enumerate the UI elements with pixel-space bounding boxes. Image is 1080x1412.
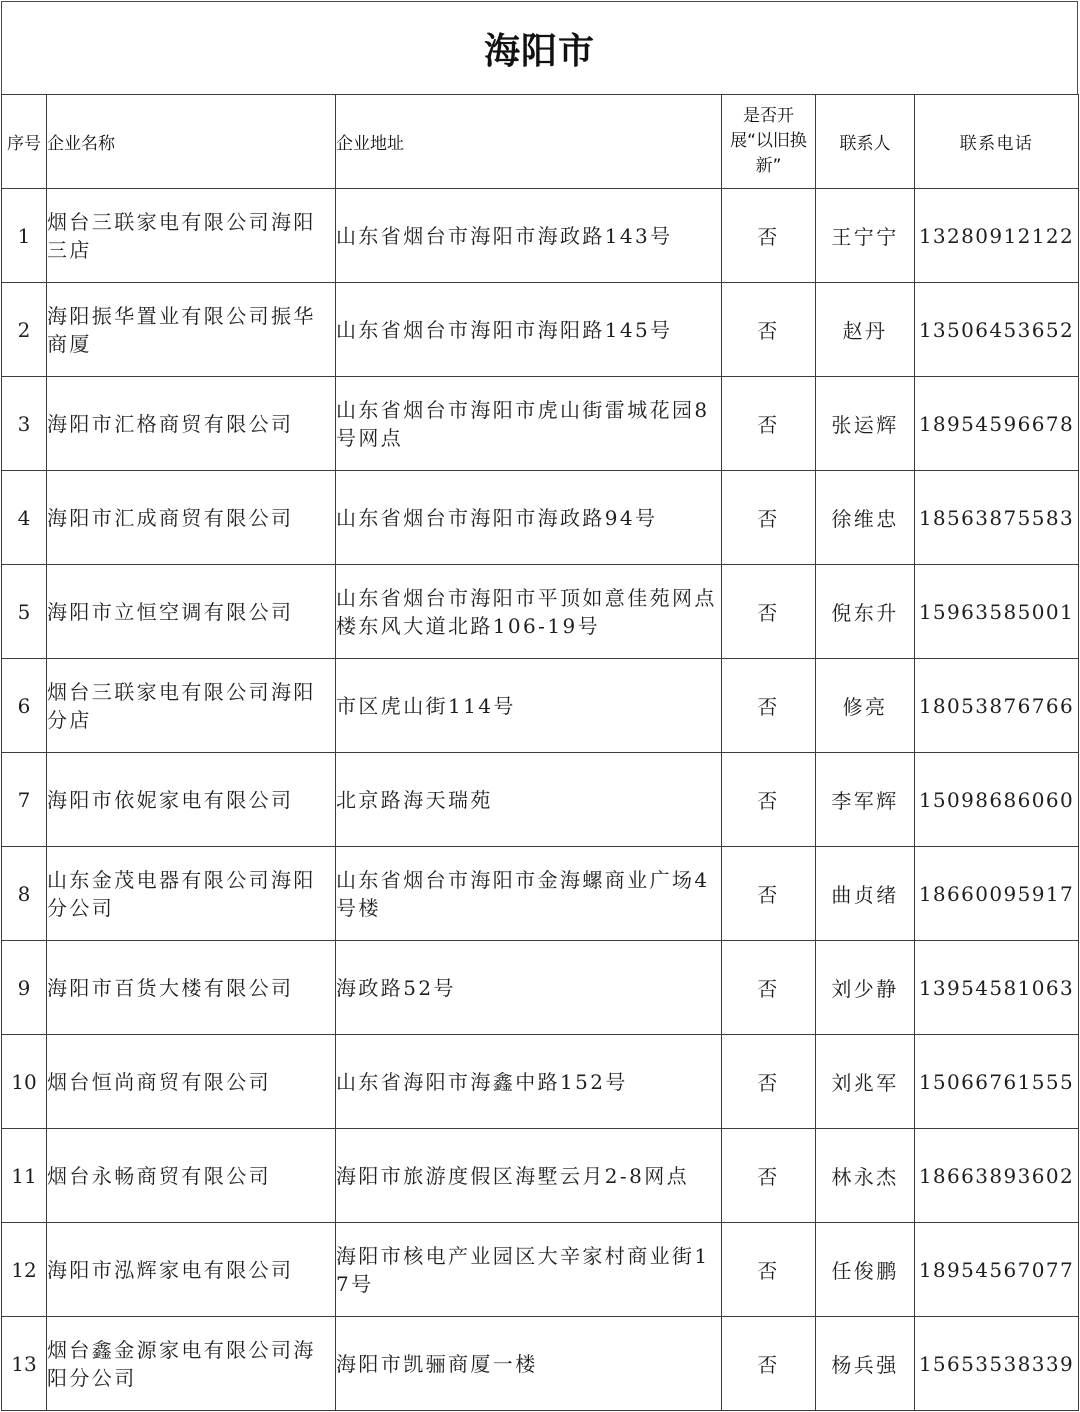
cell-name-text: 烟台鑫金源家电有限公司海阳分公司 (47, 1337, 316, 1390)
cell-tradein (722, 283, 816, 377)
cell-phone-text: 18563875583 (918, 505, 1075, 530)
cell-contact-text: 张运辉 (831, 413, 899, 437)
cell-phone (915, 189, 1079, 283)
cell-name-text: 海阳市汇格商贸有限公司 (47, 411, 294, 436)
cell-contact (816, 565, 915, 659)
table-row (2, 565, 1079, 659)
cell-contact (816, 1035, 915, 1129)
cell-address (336, 847, 722, 941)
cell-phone (915, 659, 1079, 753)
cell-contact (816, 847, 915, 941)
cell-address-text: 山东省烟台市海阳市海政路94号 (336, 505, 658, 530)
cell-address-text: 海阳市旅游度假区海墅云月2-8网点 (336, 1163, 690, 1188)
cell-phone (915, 471, 1079, 565)
cell-no-text: 13 (11, 1351, 37, 1376)
cell-contact-text: 赵丹 (842, 319, 888, 343)
cell-name (47, 1035, 336, 1129)
cell-contact-text: 任俊鹏 (831, 1259, 899, 1283)
cell-no (2, 659, 47, 753)
table-row (2, 1223, 1079, 1317)
cell-name (47, 1129, 336, 1223)
table-row (2, 1129, 1079, 1223)
cell-tradein-text: 否 (757, 413, 780, 437)
page-title: 海阳市 (483, 30, 595, 72)
header-name: 企业名称 (47, 95, 336, 189)
cell-name-text: 烟台三联家电有限公司海阳三店 (47, 209, 316, 262)
cell-name (47, 659, 336, 753)
table-row (2, 753, 1079, 847)
cell-tradein-text: 否 (757, 977, 780, 1001)
cell-phone-text: 15098686060 (918, 787, 1075, 812)
header-contact: 联系人 (816, 95, 915, 189)
cell-contact (816, 189, 915, 283)
cell-phone-text: 18954567077 (918, 1257, 1075, 1282)
cell-tradein-text: 否 (757, 507, 780, 531)
cell-address-text: 山东省烟台市海阳市海政路143号 (336, 223, 673, 248)
title-box (1, 1, 1078, 94)
cell-no (2, 847, 47, 941)
cell-address (336, 565, 722, 659)
cell-name-text: 烟台三联家电有限公司海阳分店 (47, 679, 316, 732)
cell-tradein (722, 471, 816, 565)
table-body (2, 189, 1079, 1411)
cell-name-text: 海阳振华置业有限公司振华商厦 (47, 303, 316, 356)
cell-name (47, 941, 336, 1035)
cell-address (336, 941, 722, 1035)
cell-phone (915, 565, 1079, 659)
cell-name (47, 1317, 336, 1411)
cell-tradein-text: 否 (757, 319, 780, 343)
cell-tradein-text: 否 (757, 789, 780, 813)
cell-phone (915, 1129, 1079, 1223)
cell-contact (816, 659, 915, 753)
cell-address (336, 1035, 722, 1129)
cell-tradein (722, 941, 816, 1035)
cell-phone-text: 13280912122 (918, 223, 1075, 248)
cell-address-text: 海阳市凯骊商厦一楼 (336, 1351, 538, 1376)
cell-contact-text: 徐维忠 (831, 507, 899, 531)
header-row (2, 95, 1079, 189)
cell-contact (816, 1317, 915, 1411)
cell-address (336, 283, 722, 377)
cell-no (2, 283, 47, 377)
cell-name-text: 烟台永畅商贸有限公司 (47, 1163, 271, 1188)
cell-phone (915, 1035, 1079, 1129)
cell-phone (915, 283, 1079, 377)
cell-contact (816, 941, 915, 1035)
table-row (2, 1317, 1079, 1411)
cell-contact (816, 753, 915, 847)
cell-name-text: 海阳市百货大楼有限公司 (47, 975, 294, 1000)
cell-tradein-text: 否 (757, 695, 780, 719)
cell-tradein-text: 否 (757, 1353, 780, 1377)
table-row (2, 659, 1079, 753)
table-row (2, 1035, 1079, 1129)
cell-phone-text: 18053876766 (918, 693, 1075, 718)
cell-address (336, 189, 722, 283)
cell-address (336, 753, 722, 847)
cell-tradein (722, 1317, 816, 1411)
cell-name (47, 1223, 336, 1317)
cell-tradein (722, 189, 816, 283)
cell-no (2, 1035, 47, 1129)
cell-contact-text: 倪东升 (831, 601, 899, 625)
header-tradein-text: 是否开展“以旧换新” (730, 106, 807, 176)
cell-name (47, 189, 336, 283)
cell-phone-text: 13506453652 (918, 317, 1075, 342)
cell-phone-text: 15963585001 (918, 599, 1075, 624)
cell-name-text: 海阳市泓辉家电有限公司 (47, 1257, 294, 1282)
cell-no-text: 8 (17, 881, 31, 906)
cell-phone (915, 753, 1079, 847)
cell-no-text: 10 (11, 1069, 37, 1094)
cell-no-text: 2 (17, 317, 31, 342)
cell-contact-text: 李军辉 (831, 789, 899, 813)
cell-phone (915, 1317, 1079, 1411)
cell-address-text: 山东省海阳市海鑫中路152号 (336, 1069, 628, 1094)
cell-phone-text: 15066761555 (918, 1069, 1075, 1094)
cell-name-text: 海阳市依妮家电有限公司 (47, 787, 294, 812)
cell-address-text: 北京路海天瑞苑 (336, 787, 493, 812)
cell-phone (915, 847, 1079, 941)
cell-phone-text: 18660095917 (918, 881, 1075, 906)
cell-tradein-text: 否 (757, 1071, 780, 1095)
cell-name-text: 山东金茂电器有限公司海阳分公司 (47, 867, 316, 920)
cell-tradein (722, 847, 816, 941)
header-address: 企业地址 (336, 95, 722, 189)
cell-contact-text: 曲贞绪 (831, 883, 899, 907)
cell-no (2, 753, 47, 847)
cell-tradein (722, 753, 816, 847)
cell-tradein (722, 1129, 816, 1223)
cell-contact-text: 杨兵强 (831, 1353, 899, 1377)
header-no: 序号 (2, 95, 47, 189)
cell-tradein-text: 否 (757, 1165, 780, 1189)
header-phone: 联系电话 (915, 95, 1079, 189)
cell-contact-text: 修亮 (842, 695, 888, 719)
cell-no (2, 1129, 47, 1223)
cell-phone-text: 18954596678 (918, 411, 1075, 436)
cell-phone-text: 15653538339 (918, 1351, 1075, 1376)
cell-contact (816, 283, 915, 377)
cell-name (47, 847, 336, 941)
cell-no (2, 189, 47, 283)
cell-phone-text: 18663893602 (918, 1163, 1075, 1188)
cell-no (2, 565, 47, 659)
cell-tradein (722, 565, 816, 659)
cell-no (2, 471, 47, 565)
cell-address (336, 1223, 722, 1317)
cell-phone (915, 377, 1079, 471)
cell-address (336, 377, 722, 471)
table-row (2, 189, 1079, 283)
table-header (2, 95, 1079, 189)
cell-no-text: 1 (17, 223, 31, 248)
table-row (2, 941, 1079, 1035)
cell-tradein-text: 否 (757, 225, 780, 249)
cell-address-text: 山东省烟台市海阳市海阳路145号 (336, 317, 673, 342)
cell-no-text: 6 (17, 693, 31, 718)
cell-contact-text: 王宁宁 (831, 225, 899, 249)
cell-no-text: 9 (17, 975, 31, 1000)
cell-no-text: 12 (11, 1257, 37, 1282)
cell-name (47, 283, 336, 377)
cell-address (336, 659, 722, 753)
table-row (2, 377, 1079, 471)
cell-name (47, 377, 336, 471)
cell-contact (816, 1129, 915, 1223)
cell-tradein (722, 1223, 816, 1317)
cell-address-text: 山东省烟台市海阳市平顶如意佳苑网点楼东风大道北路106-19号 (336, 585, 717, 638)
cell-tradein (722, 659, 816, 753)
cell-address-text: 山东省烟台市海阳市虎山街雷城花园8号网点 (336, 397, 710, 450)
cell-phone (915, 1223, 1079, 1317)
cell-no (2, 377, 47, 471)
cell-name-text: 烟台恒尚商贸有限公司 (47, 1069, 271, 1094)
cell-contact (816, 1223, 915, 1317)
cell-tradein-text: 否 (757, 601, 780, 625)
table-row (2, 283, 1079, 377)
cell-name-text: 海阳市汇成商贸有限公司 (47, 505, 294, 530)
cell-no-text: 7 (17, 787, 31, 812)
cell-tradein (722, 1035, 816, 1129)
cell-address-text: 海政路52号 (336, 975, 456, 1000)
cell-no-text: 4 (17, 505, 31, 530)
cell-address-text: 市区虎山街114号 (336, 693, 516, 718)
cell-no (2, 1317, 47, 1411)
cell-tradein-text: 否 (757, 1259, 780, 1283)
header-tradein (722, 95, 816, 189)
cell-address-text: 海阳市核电产业园区大辛家村商业街17号 (336, 1243, 710, 1296)
cell-contact-text: 林永杰 (831, 1165, 899, 1189)
cell-name (47, 565, 336, 659)
enterprise-table (1, 94, 1079, 1411)
cell-no-text: 11 (11, 1163, 37, 1188)
cell-address-text: 山东省烟台市海阳市金海螺商业广场4号楼 (336, 867, 710, 920)
cell-address (336, 1317, 722, 1411)
cell-contact (816, 471, 915, 565)
cell-phone (915, 941, 1079, 1035)
cell-name-text: 海阳市立恒空调有限公司 (47, 599, 294, 624)
cell-name (47, 471, 336, 565)
table-row (2, 471, 1079, 565)
table-row (2, 847, 1079, 941)
cell-contact-text: 刘少静 (831, 977, 899, 1001)
cell-contact-text: 刘兆军 (831, 1071, 899, 1095)
cell-no-text: 3 (17, 411, 31, 436)
cell-no-text: 5 (17, 599, 31, 624)
cell-no (2, 941, 47, 1035)
cell-address (336, 1129, 722, 1223)
cell-tradein (722, 377, 816, 471)
cell-name (47, 753, 336, 847)
cell-contact (816, 377, 915, 471)
cell-address (336, 471, 722, 565)
cell-no (2, 1223, 47, 1317)
cell-phone-text: 13954581063 (918, 975, 1075, 1000)
cell-tradein-text: 否 (757, 883, 780, 907)
